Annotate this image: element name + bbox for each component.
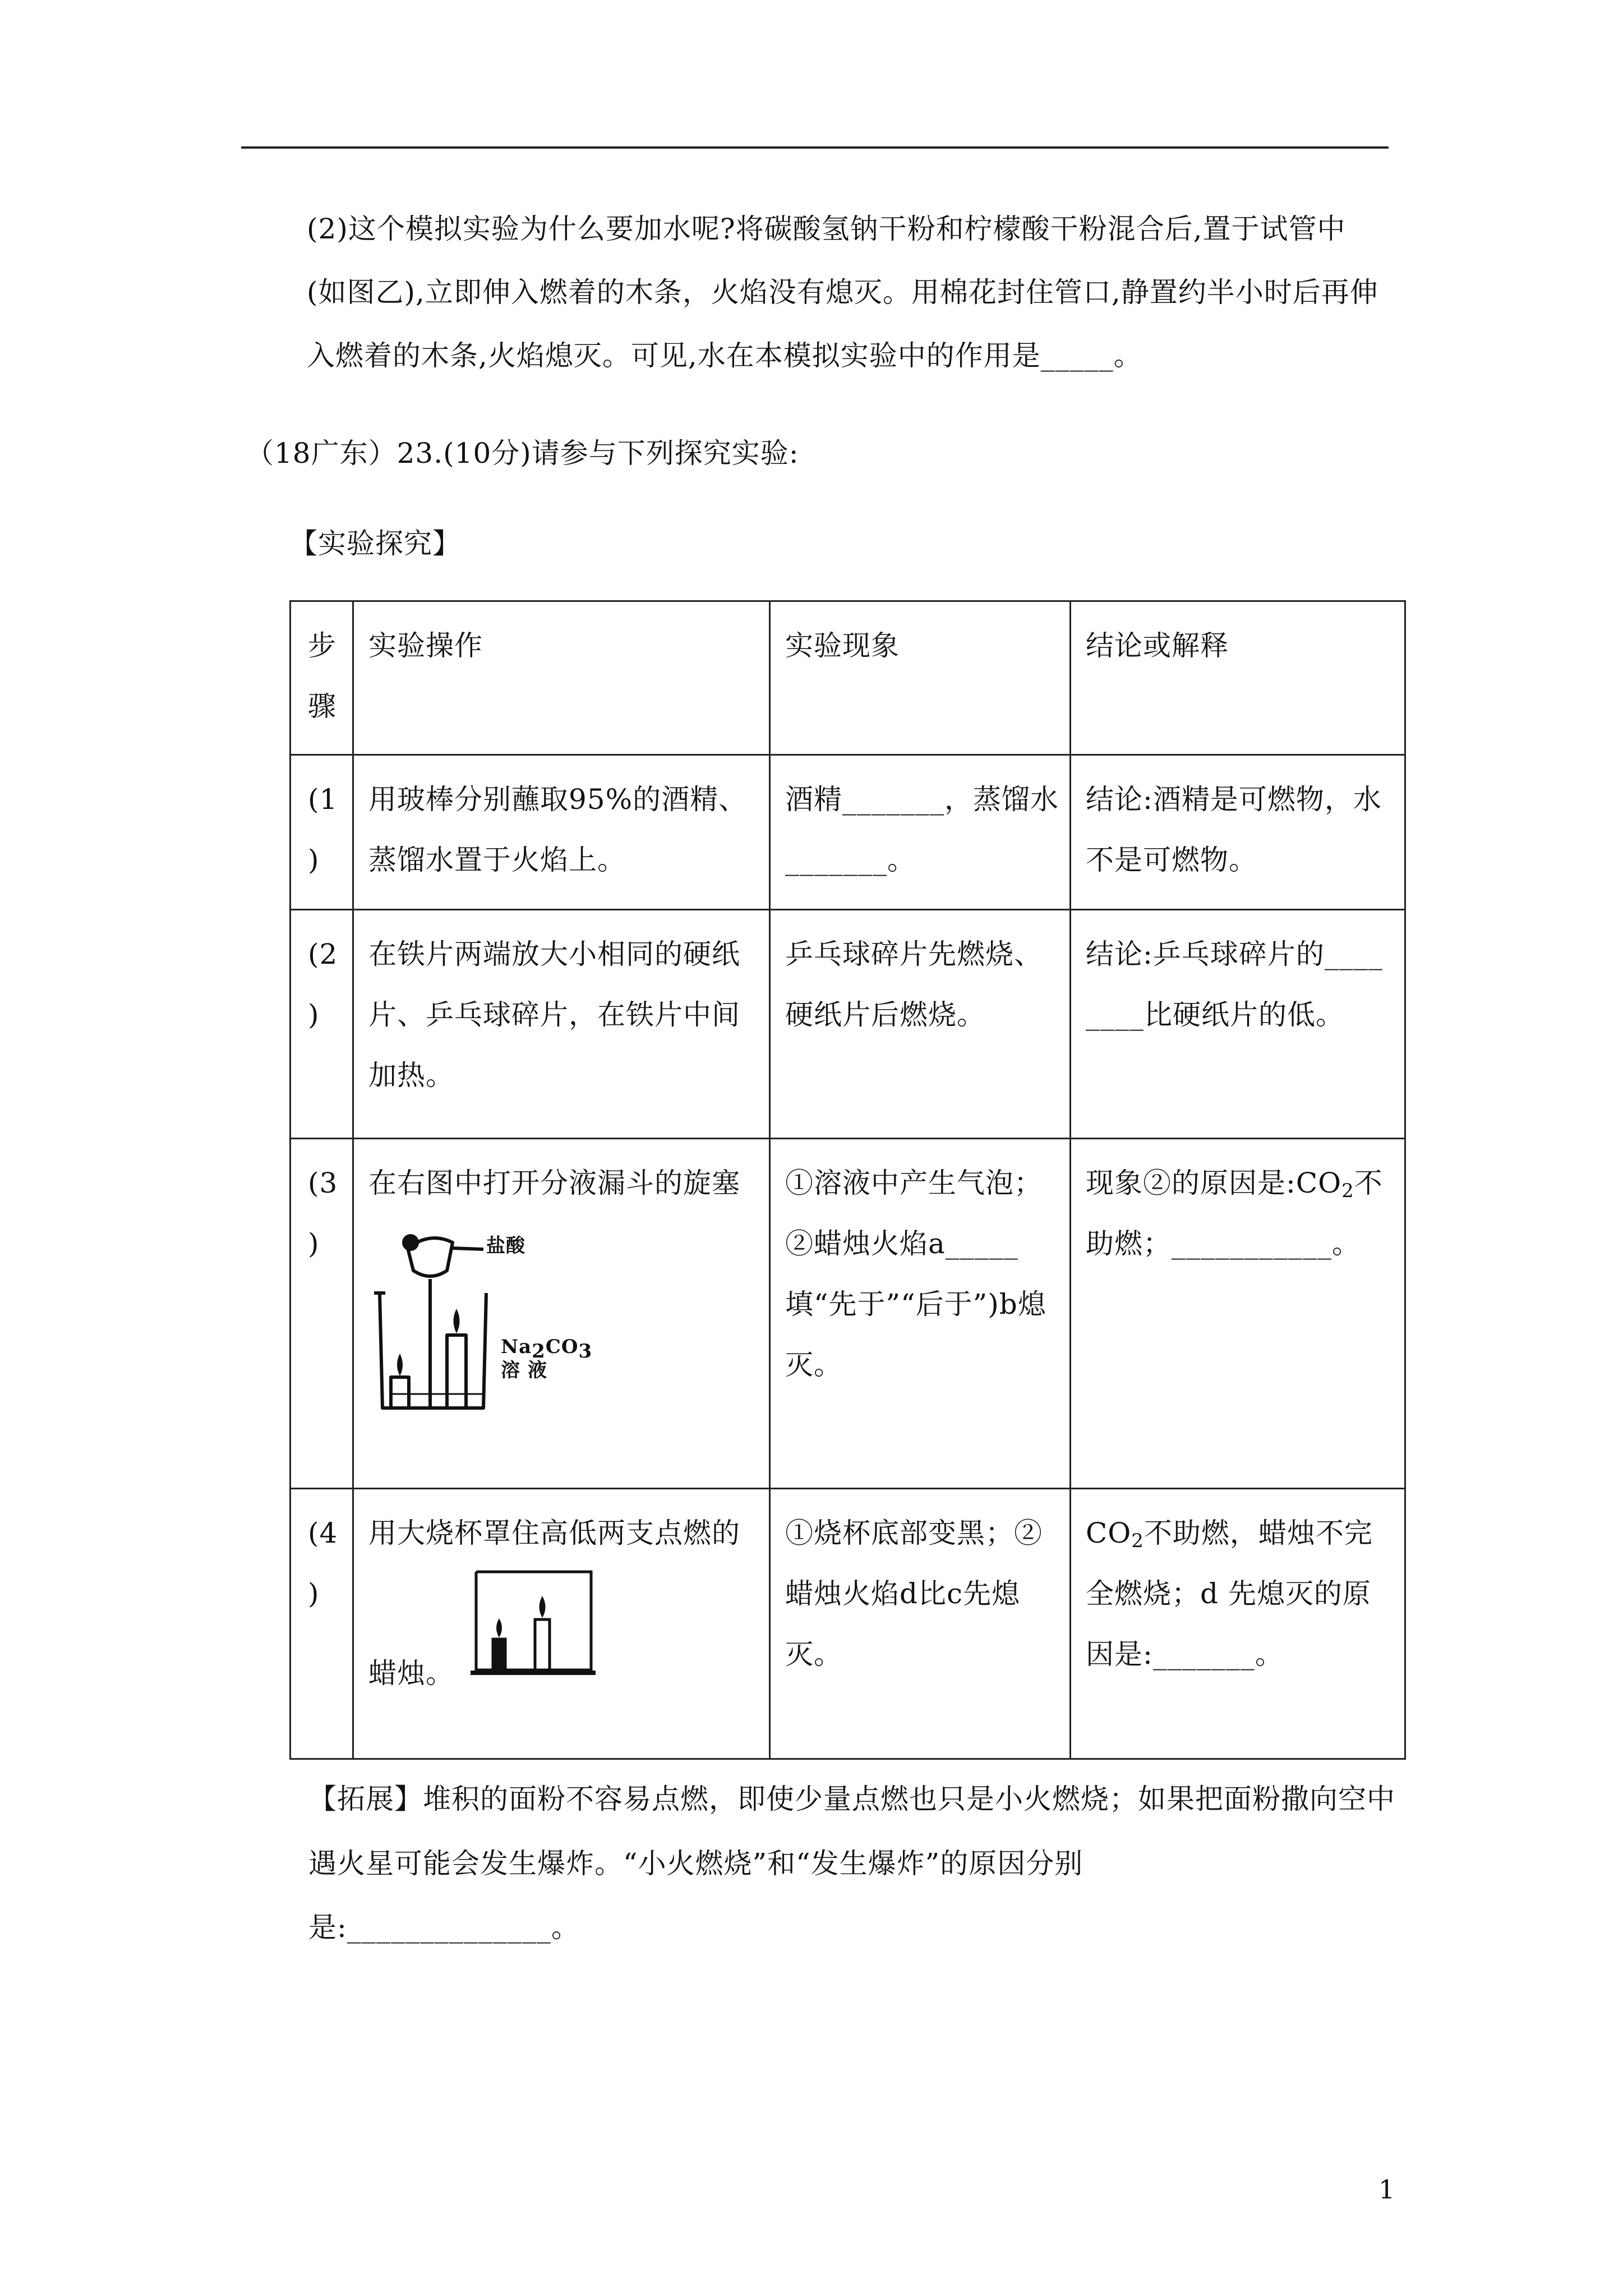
table-row: [291, 755, 1405, 910]
phenomenon-cell: 酒精_______，蒸馏水_______。: [770, 755, 1071, 910]
operation-text-end: 蜡烛。: [368, 1657, 454, 1690]
operation-text: 用大烧杯罩住高低两支点燃的: [368, 1517, 740, 1549]
operation-cell: [353, 1139, 770, 1489]
solution-label: 溶液: [501, 1359, 555, 1382]
candle-d-flame: [540, 1596, 546, 1618]
header-conclusion: 结论或解释: [1071, 601, 1405, 755]
step-number-close: ): [308, 844, 320, 876]
header-step: [291, 601, 353, 755]
intro-line-3: 入燃着的木条,火焰熄灭。可见,水在本模拟实验中的作用是_____。: [307, 339, 1142, 372]
acid-label: 盐酸: [486, 1235, 525, 1257]
phenomenon-cell: 乒乓球碎片先燃烧、硬纸片后燃烧。: [770, 910, 1071, 1139]
step-number: (4: [308, 1517, 338, 1549]
conclusion-cell: 现象②的原因是$:CO_2$不助燃；___________。: [1071, 1139, 1405, 1489]
header-step-line2: 骤: [308, 690, 336, 723]
question-header: （18广东）23.(10分)请参与下列探究实验:: [246, 437, 799, 470]
extension-line-3: 是:______________。: [308, 1911, 580, 1944]
operation-text: 在右图中打开分液漏斗的旋塞: [368, 1167, 740, 1199]
operation-cell: 在铁片两端放大小相同的硬纸片、乒乓球碎片，在铁片中间加热。: [353, 910, 770, 1139]
operation-cell: 用玻棒分别蘸取95%的酒精、蒸馏水置于火焰上。: [353, 755, 770, 910]
intro-line-2: (如图乙),立即伸入燃着的木条，火焰没有熄灭。用棉花封住管口,静置约半小时后再伸: [307, 276, 1378, 309]
flame-b: [454, 1309, 460, 1333]
extension-line-2: 遇火星可能会发生爆炸。“小火燃烧”和“发生爆炸”的原因分别: [308, 1847, 1083, 1880]
step-number-close: ): [308, 999, 320, 1031]
phenomenon-cell: ①溶液中产生气泡；②蜡烛火焰a_____填“先于”“后于”)b熄灭。: [770, 1139, 1071, 1489]
step-number-close: ): [308, 1227, 320, 1260]
funnel-beaker-figure: [368, 1209, 649, 1428]
header-step-line1: 步: [308, 629, 336, 662]
table-row: [291, 910, 1405, 1139]
step-number-close: ): [308, 1577, 320, 1610]
experiment-table: [289, 600, 1406, 1760]
step-cell: [291, 910, 353, 1139]
candle-c-flame: [496, 1618, 502, 1637]
extension-line-1: 【拓展】堆积的面粉不容易点燃，即使少量点燃也只是小火燃烧；如果把面粉撒向空中: [308, 1783, 1395, 1815]
section-title: 【实验探究】: [289, 527, 461, 560]
header-rule: [241, 146, 1389, 149]
step-number: (2: [308, 938, 338, 970]
header-phenomenon: 实验现象: [770, 601, 1071, 755]
table-row: [291, 1139, 1405, 1489]
header-operation: 实验操作: [353, 601, 770, 755]
sodium-carbonate-label: Na2CO3: [501, 1336, 593, 1363]
phenomenon-cell: ①烧杯底部变黑；②蜡烛火焰d比c先熄灭。: [770, 1489, 1071, 1759]
step-cell: [291, 755, 353, 910]
operation-cell: [353, 1489, 770, 1759]
step-cell: [291, 1489, 353, 1759]
step-number: (1: [308, 783, 338, 816]
conclusion-cell: $CO_2$不助燃，蜡烛不完全燃烧；d 先熄灭的原因是:_______。: [1071, 1489, 1405, 1759]
step-cell: [291, 1139, 353, 1489]
flame-a: [397, 1354, 403, 1376]
conclusion-cell: 结论:乒乓球碎片的________比硬纸片的低。: [1071, 910, 1405, 1139]
conclusion-cell: 结论:酒精是可燃物，水不是可燃物。: [1071, 755, 1405, 910]
page-number: 1: [1378, 2174, 1395, 2205]
step-number: (3: [308, 1167, 338, 1199]
beaker-candles-figure: [462, 1563, 597, 1681]
intro-line-1: (2)这个模拟实验为什么要加水呢?将碳酸氢钠干粉和柠檬酸干粉混合后,置于试管中: [307, 213, 1346, 245]
table-row: [291, 1489, 1405, 1759]
table-header-row: [291, 601, 1405, 755]
